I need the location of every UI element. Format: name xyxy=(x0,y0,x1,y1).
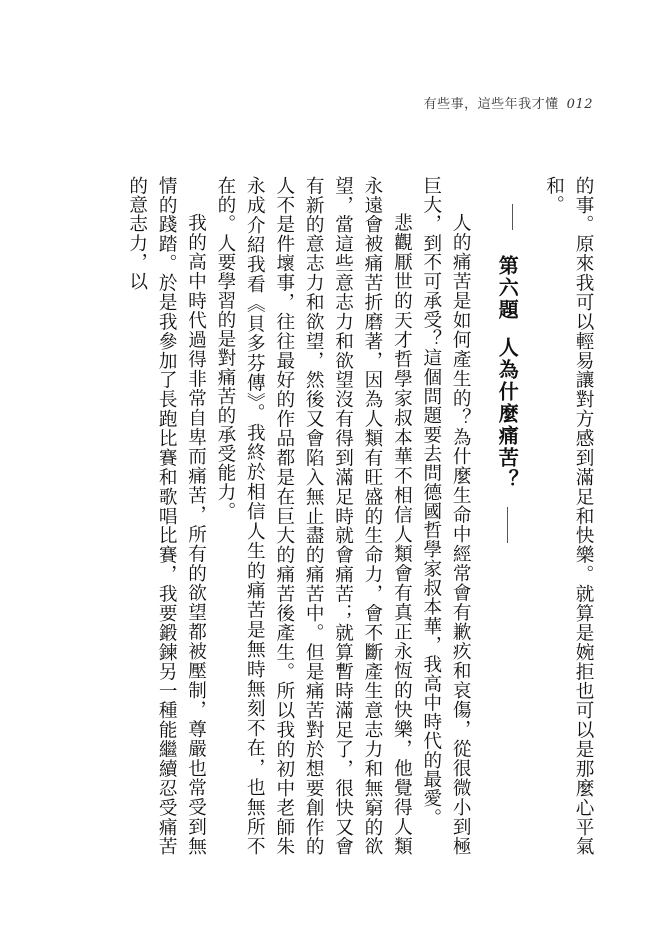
paragraph: 人的痛苦是如何產生的？為什麼生命中經常會有歉疚和哀傷，從很微小到極巨大，到不可承受？這個問題要去問德國哲學家叔本華，我高中時代的最愛。 xyxy=(420,176,472,856)
paragraph: 我的高中時代過得非常自卑而痛苦，所有的欲望都被壓制，尊嚴也常受到無情的踐踏。於是我參加了長跑比賽和歌唱比賽，我要鍛鍊另一種能繼續忍受痛苦的意志力，以 xyxy=(126,176,207,856)
paragraph-continued: 的事。原來我可以輕易讓對方感到滿足和快樂。就算是婉拒也可以是那麼心平氣和。 xyxy=(543,176,594,856)
running-head xyxy=(424,93,593,112)
book-title: 有些事，這些年我才懂 xyxy=(423,97,559,112)
chapter-rule xyxy=(507,507,508,543)
chapter-number: 第六題 xyxy=(495,254,520,321)
chapter-title: 人為什麼痛苦？ xyxy=(495,336,520,491)
chapter-heading xyxy=(487,176,527,856)
paragraph: 悲觀厭世的天才哲學家叔本華不相信人類會有真正永恆的快樂，他覺得人類永遠會被痛苦折磨著，因為人類有旺盛的生命力，會不斷產生意志力和無窮的欲望，當這些意志力和欲望沒有得到滿足時就會痛苦；就算暫時滿足了，很快又會有新的意志力和欲望，然後又會陷入無止盡的痛苦中。但是痛苦對於想要創作的人不是件壞事，往往最好的作品都是在巨大的痛苦後產生。所以我的初中老師朱永成介紹我看《貝多芬傳》。我終於相信人生的痛苦是無時無刻不在，也無所不在的。人要學習的是對痛苦的承受能力。 xyxy=(214,176,413,856)
page-number: 012 xyxy=(566,97,593,112)
body-text xyxy=(86,176,598,856)
